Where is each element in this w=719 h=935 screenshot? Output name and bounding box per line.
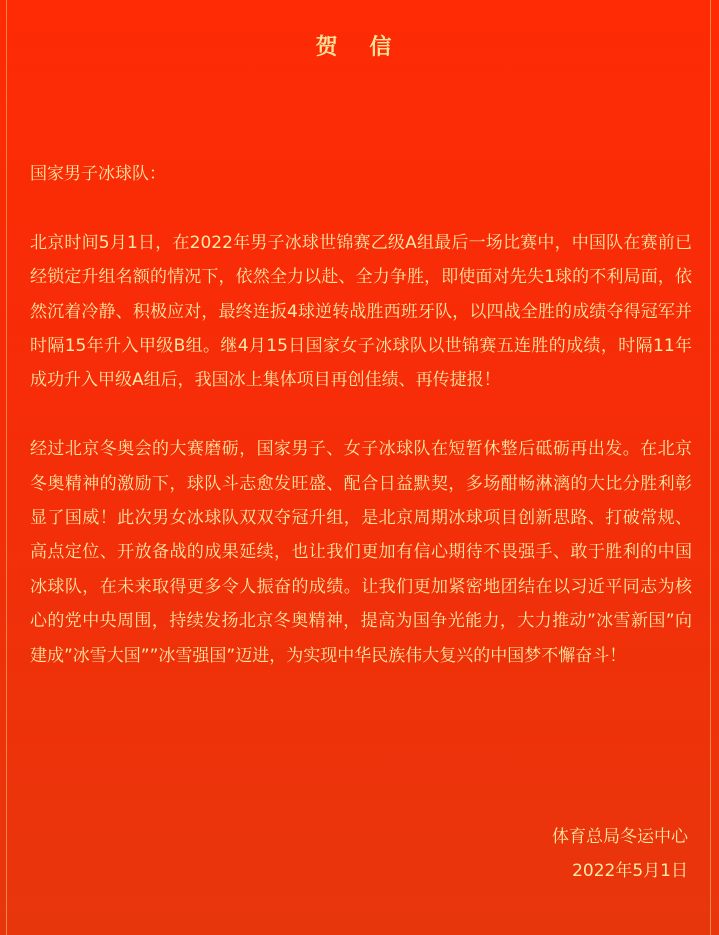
- letter-signature: [552, 820, 688, 888]
- letter-sender: 体育总局冬运中心: [552, 827, 688, 847]
- letter-body: [30, 157, 692, 673]
- letter-paragraph-2: 经过北京冬奥会的大赛磨砺，国家男子、女子冰球队在短暂休整后砥砺再出发。在北京冬奥精神的激励下，球队斗志愈发旺盛、配合日益默契，多场酣畅淋漓的大比分胜利彰显了国威！此次男女冰球队双双夺冠升组，是北京周期冰球项目创新思路、打破常规、高点定位、开放备战的成果延续，也让我们更加有信心期待不畏强手、敢于胜利的中国冰球队，在未来取得更多令人振奋的成绩。让我们更加紧密地团结在以习近平同志为核心的党中央周围，持续发扬北京冬奥精神，提高为国争光能力，大力推动”冰雪新国”向建成”冰雪大国””冰雪强国”迈进，为实现中华民族伟大复兴的中国梦不懈奋斗！: [30, 439, 692, 666]
- letter-paragraph-1: 北京时间5月1日，在2022年男子冰球世锦赛乙级A组最后一场比赛中，中国队在赛前已经锁定升组名额的情况下，依然全力以赴、全力争胜，即使面对先失1球的不利局面，依然沉着冷静、积极应对，最终连扳4球逆转战胜西班牙队，以四战全胜的成绩夺得冠军并时隔15年升入甲级B组。继4月15日国家女子冰球队以世锦赛五连胜的成绩，时隔11年成功升入甲级A组后，我国冰上集体项目再创佳绩、再传捷报！: [30, 232, 692, 391]
- letter-date: 2022年5月1日: [572, 861, 688, 881]
- letter-title: 贺 信: [315, 35, 404, 60]
- letter-salutation: 国家男子冰球队：: [30, 164, 166, 184]
